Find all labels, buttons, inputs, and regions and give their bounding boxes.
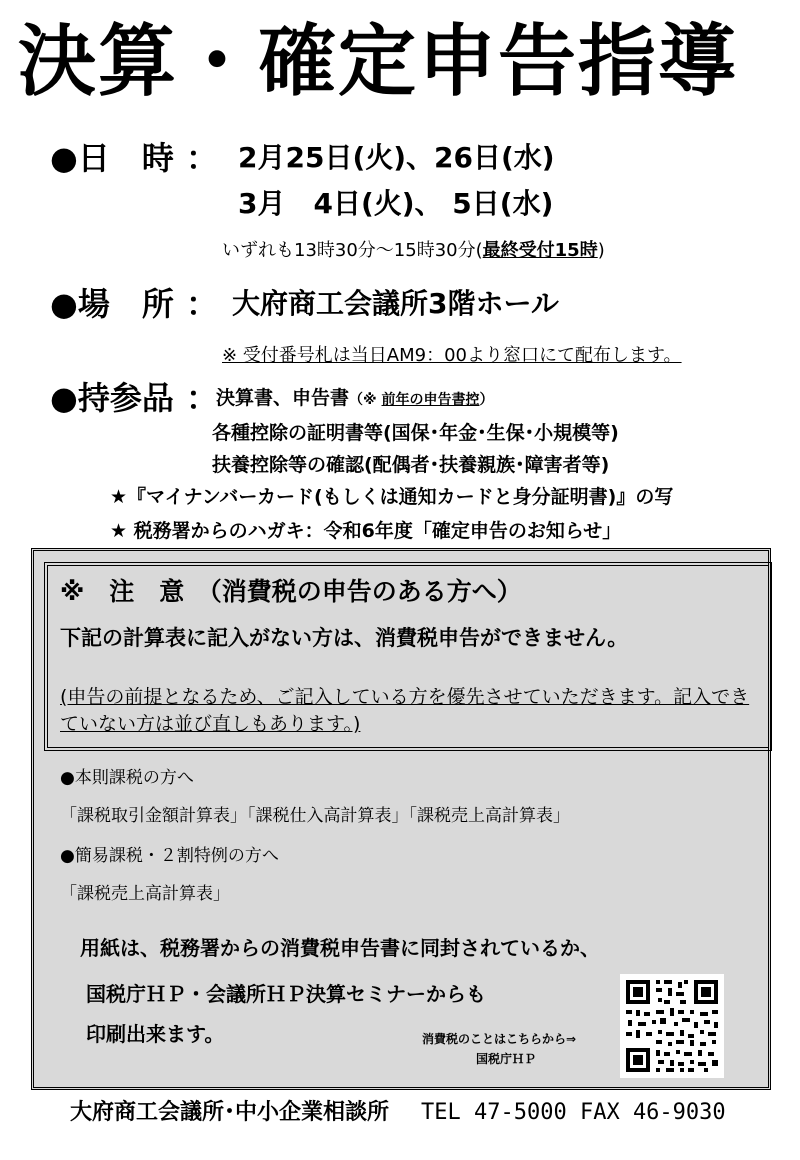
items-line1: 決算書、申告書（※ 前年の申告書控） — [216, 387, 494, 409]
items-label: ●持参品 — [50, 379, 174, 417]
place-colon: ： — [186, 285, 219, 323]
qr-caption-2: 国税庁ＨＰ — [476, 1052, 537, 1066]
datetime-label: ●日 時 — [50, 139, 174, 177]
place-value: 大府商工会議所3階ホール — [232, 287, 559, 320]
footer — [70, 1098, 726, 1128]
simplified-tax-forms: 「課税売上高計算表」 — [60, 884, 230, 904]
previous-return-note: 前年の申告書控 — [381, 392, 480, 408]
standard-tax-forms: 「課税取引金額計算表」「課税仕入高計算表」「課税売上高計算表」 — [60, 806, 570, 826]
items-line3: 扶養控除等の確認(配偶者･扶養親族･障害者等) — [212, 454, 610, 476]
time-range: いずれも13時30分～15時30分(最終受付15時) — [222, 240, 605, 261]
notice-line1: 下記の計算表に記入がない方は、消費税申告ができません。 — [60, 626, 629, 650]
items-line4: ★『マイナンバーカード(もしくは通知カードと身分証明書)』の写 — [110, 486, 674, 508]
form-message-3: 印刷出来ます。 — [86, 1022, 225, 1046]
simplified-tax-heading: ●簡易課税・２割特例の方へ — [60, 846, 279, 866]
footer-contact: TEL 47-5000 FAX 46-9030 — [421, 1100, 726, 1125]
place-label: ●場 所 — [50, 285, 174, 323]
qr-code-icon[interactable] — [620, 974, 724, 1078]
datetime-colon: ： — [186, 139, 219, 177]
place-note: ※ 受付番号札は当日AM9：00より窓口にて配布します。 — [222, 345, 682, 366]
form-message-2: 国税庁ＨＰ・会議所ＨＰ決算セミナーからも — [86, 982, 486, 1006]
standard-tax-heading: ●本則課税の方へ — [60, 768, 194, 788]
notice-paragraph: (申告の前提となるため、ご記入している方を優先させていただきます。記入できていない方は並び直しもあります。) — [60, 686, 750, 735]
footer-org: 大府商工会議所･中小企業相談所 — [70, 1100, 390, 1125]
items-line2: 各種控除の証明書等(国保･年金･生保･小規模等) — [212, 422, 619, 444]
items-line5: ★ 税務署からのハガキ：令和6年度「確定申告のお知らせ」 — [110, 520, 622, 542]
page-title: 決算・確定申告指導 — [18, 17, 739, 107]
datetime-line2: 3月 4日(火)、 5日(水) — [238, 187, 554, 220]
datetime-line1: 2月25日(火)、26日(水) — [238, 141, 555, 174]
qr-caption-1: 消費税のことはこちらから⇒ — [422, 1032, 577, 1046]
last-reception: 最終受付15時 — [482, 240, 598, 261]
notice-title: ※ 注 意 （消費税の申告のある方へ） — [60, 577, 522, 606]
items-colon: ： — [186, 379, 219, 417]
form-message-1: 用紙は、税務署からの消費税申告書に同封されているか、 — [80, 936, 600, 960]
